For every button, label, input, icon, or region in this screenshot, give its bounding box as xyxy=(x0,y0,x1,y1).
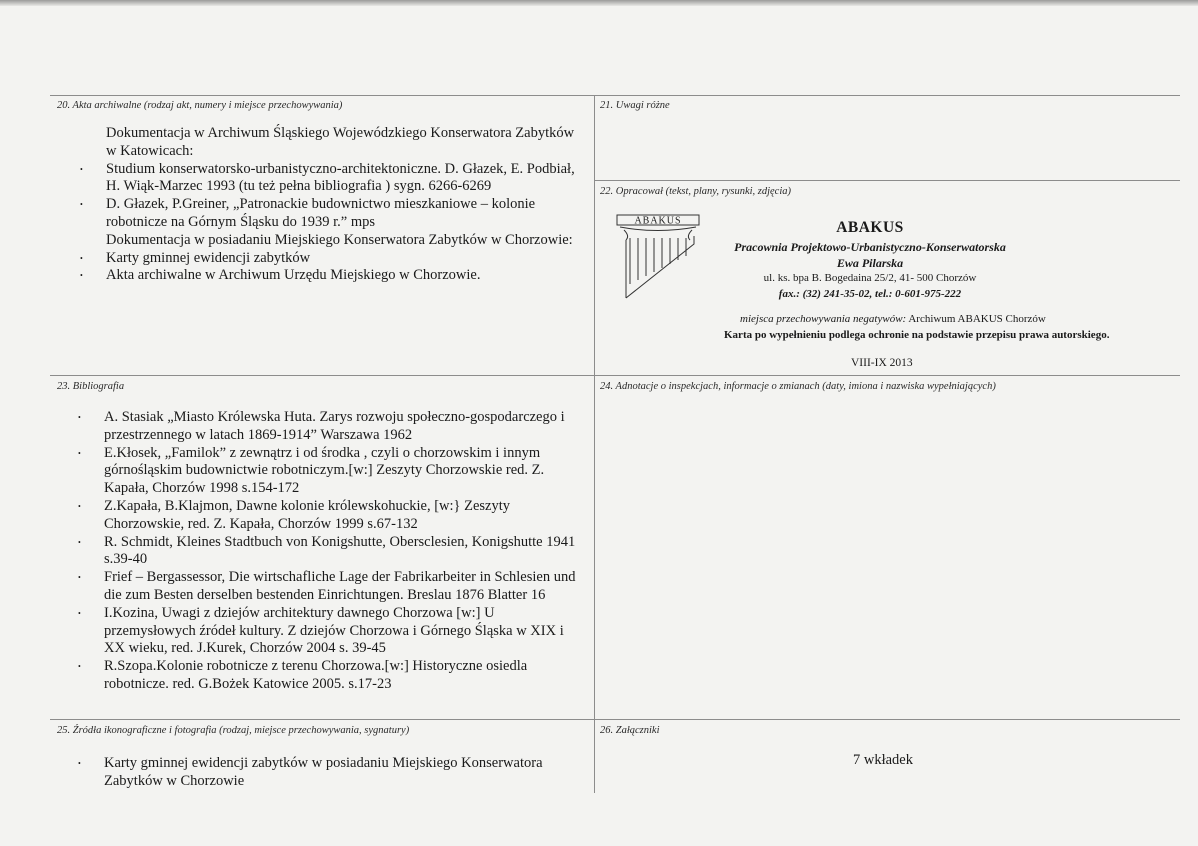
attachments-count: 7 wkładek xyxy=(853,752,913,768)
negatives-value: Archiwum ABAKUS Chorzów xyxy=(908,313,1046,325)
section-23-body xyxy=(104,409,582,694)
source-item: • Karty gminnej ewidencji zabytków w posiadaniu Miejskiego Konserwatora Zabytków w Chorzowie xyxy=(104,755,588,791)
rule-top xyxy=(50,95,1180,96)
rule-center xyxy=(594,95,595,793)
section-25-header: 25. Źródła ikonograficzne i fotografia (rodzaj, miejsce przechowywania, sygnatury) xyxy=(57,725,410,736)
bibliography-item: • I.Kozina, Uwagi z dziejów architektury dawnego Chorzowa [w:] U przemysłowych źródeł kultury. Z dziejów Chorzowa i Górnego Śląska w XIX i XX wieku, red. J.Kurek, Chorzów 2004 s. 39-45 xyxy=(104,605,582,658)
list-item: • Akta archiwalne w Archiwum Urzędu Miejskiego w Chorzowie. xyxy=(106,267,582,285)
section-20-body xyxy=(106,125,582,285)
bibliography-item: • A. Stasiak „Miasto Królewska Huta. Zarys rozwoju społeczno-gospodarczego i przestrzennego w latach 1869-1914” Warszawa 1962 xyxy=(104,409,582,445)
copyright-notice: Karta po wypełnieniu podlega ochronie na podstawie przepisu prawa autorskiego. xyxy=(724,329,1110,341)
rule-row2 xyxy=(50,375,1180,376)
company-name: ABAKUS xyxy=(836,219,904,236)
list-item: • Karty gminnej ewidencji zabytków xyxy=(106,250,582,268)
section-26-header: 26. Załączniki xyxy=(600,725,660,736)
bibliography-item: • R.Szopa.Kolonie robotnicze z terenu Chorzowa.[w:] Historyczne osiedla robotnicze. red. G.Bożek Katowice 2005. s.17-23 xyxy=(104,658,582,694)
bibliography-item: • Z.Kapała, B.Klajmon, Dawne kolonie królewskohuckie, [w:} Zeszyty Chorzowskie, red. Z. Kapała, Chorzów 1999 s.67-132 xyxy=(104,498,582,534)
company-contact: fax.: (32) 241-35-02, tel.: 0-601-975-222 xyxy=(778,288,962,300)
rule-21-22 xyxy=(594,180,1180,181)
negatives-location xyxy=(740,313,1046,325)
section-20-header: 20. Akta archiwalne (rodzaj akt, numery i miejsce przechowywania) xyxy=(57,100,343,111)
archive-intro-2: Dokumentacja w posiadaniu Miejskiego Konserwatora Zabytków w Chorzowie: xyxy=(106,231,573,248)
bibliography-item: • Frief – Bergassessor, Die wirtschafliche Lage der Fabrikarbeiter in Schlesien und die zum Besten derselben bestenden Einrichtungen. Breslau 1876 Blatter 16 xyxy=(104,569,582,605)
company-address: ul. ks. bpa B. Bogedaina 25/2, 41- 500 Chorzów xyxy=(763,272,977,284)
list-item: • D. Głazek, P.Greiner, „Patronackie budownictwo mieszkaniowe – kolonie robotnicze na Górnym Śląsku do 1939 r.” mps xyxy=(106,196,582,232)
archive-intro: Dokumentacja w Archiwum Śląskiego Wojewódzkiego Konserwatora Zabytków w Katowicach: xyxy=(106,125,575,159)
rule-row3 xyxy=(50,719,1180,720)
author-name: Ewa Pilarska xyxy=(836,256,904,270)
list-item: • Studium konserwatorsko-urbanistyczno-architektoniczne. D. Głazek, E. Podbiał, H. Wiąk-Marzec 1993 (tu też pełna bibliografia ) sygn. 6266-6269 xyxy=(106,161,582,197)
scan-edge xyxy=(0,0,1198,6)
section-23-header: 23. Bibliografia xyxy=(57,381,125,392)
bibliography-item: • E.Kłosek, „Familok” z zewnątrz i od środka , czyli o chorzowskim i innym górnośląskim budownictwie robotniczym.[w:] Zeszyty Chorzowskie red. Z. Kapała, Chorzów 1998 s.154-172 xyxy=(104,445,582,498)
section-25-body xyxy=(104,755,588,791)
company-subtitle: Pracownia Projektowo-Urbanistyczno-Konserwatorska xyxy=(734,240,1006,254)
bibliography-item: • R. Schmidt, Kleines Stadtbuch von Konigshutte, Obersclesien, Konigshutte 1941 s.39-40 xyxy=(104,534,582,570)
section-21-header: 21. Uwagi różne xyxy=(600,100,670,111)
logo-lettering: ABAKUS xyxy=(634,215,682,227)
section-22-header: 22. Opracował (tekst, plany, rysunki, zdjęcia) xyxy=(600,186,792,197)
section-24-header: 24. Adnotacje o inspekcjach, informacje o zmianach (daty, imiona i nazwiska wypełniających) xyxy=(600,381,996,392)
date-label: VIII-IX 2013 xyxy=(851,357,913,369)
negatives-label: miejsca przechowywania negatywów: xyxy=(740,313,907,325)
